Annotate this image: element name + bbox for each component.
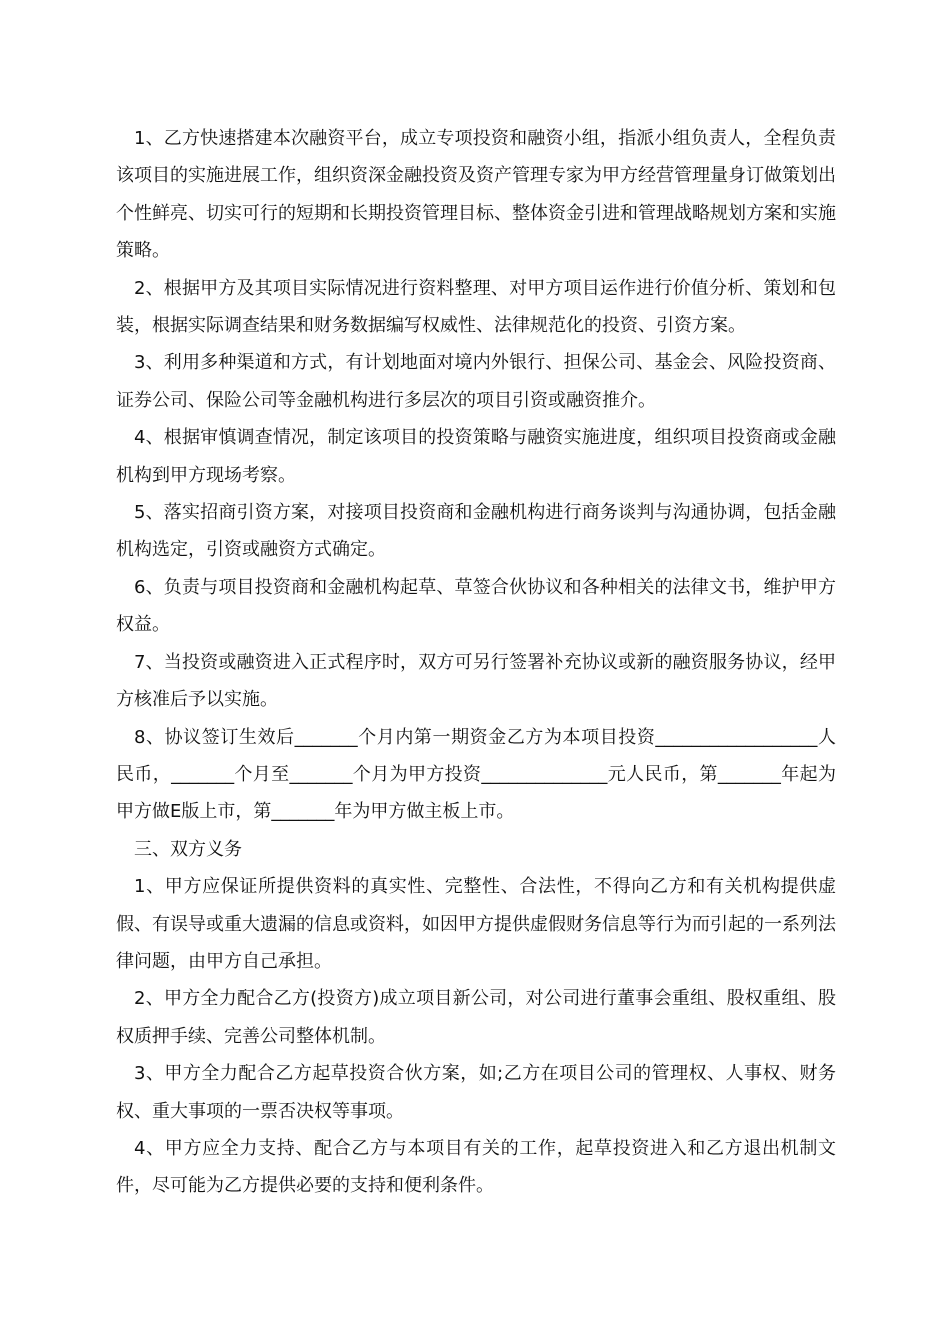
obligation-4: 4、甲方应全力支持、配合乙方与本项目有关的工作，起草投资进入和乙方退出机制文件，尽可能为乙方提供必要的支持和便利条件。 [116, 1137, 836, 1197]
clause-4: 4、根据审慎调查情况，制定该项目的投资策略与融资实施进度，组织项目投资商或金融机构到甲方现场考察。 [116, 427, 836, 486]
document-body [116, 120, 836, 1205]
clause-1: 1、乙方快速搭建本次融资平台，成立专项投资和融资小组，指派小组负责人，全程负责该项目的实施进展工作，组织资深金融投资及资产管理专家为甲方经营管理量身订做策划出个性鲜亮、切实可行的短期和长期投资管理目标、整体资金引进和管理战略规划方案和实施策略。 [116, 128, 836, 262]
section-heading: 三、双方义务 [134, 838, 242, 860]
clause-7: 7、当投资或融资进入正式程序时，双方可另行签署补充协议或新的融资服务协议，经甲方核准后予以实施。 [116, 651, 836, 711]
obligation-3: 3、甲方全力配合乙方起草投资合伙方案，如;乙方在项目公司的管理权、人事权、财务权、重大事项的一票否决权等事项。 [116, 1063, 836, 1122]
obligation-2: 2、甲方全力配合乙方(投资方)成立项目新公司，对公司进行董事会重组、股权重组、股权质押手续、完善公司整体机制。 [116, 988, 836, 1047]
clause-5: 5、落实招商引资方案，对接项目投资商和金融机构进行商务谈判与沟通协调，包括金融机构选定，引资或融资方式确定。 [116, 502, 836, 561]
clause-3: 3、利用多种渠道和方式，有计划地面对境内外银行、担保公司、基金会、风险投资商、证券公司、保险公司等金融机构进行多层次的项目引资或融资推介。 [116, 352, 836, 411]
clause-2: 2、根据甲方及其项目实际情况进行资料整理、对甲方项目运作进行价值分析、策划和包装，根据实际调查结果和财务数据编写权威性、法律规范化的投资、引资方案。 [116, 277, 836, 337]
obligation-1: 1、甲方应保证所提供资料的真实性、完整性、合法性，不得向乙方和有关机构提供虚假、有误导或重大遗漏的信息或资料，如因甲方提供虚假财务信息等行为而引起的一系列法律问题，由甲方自己承担。 [116, 876, 836, 972]
clause-6: 6、负责与项目投资商和金融机构起草、草签合伙协议和各种相关的法律文书，维护甲方权益。 [116, 576, 836, 636]
clause-8: 8、协议签订生效后_______个月内第一期资金乙方为本项目投资__________________人民币，_______个月至_______个月为甲方投资______________元人民币，第_______年起为甲方做E版上市，第_______年为甲方做主板上市。 [116, 726, 836, 823]
